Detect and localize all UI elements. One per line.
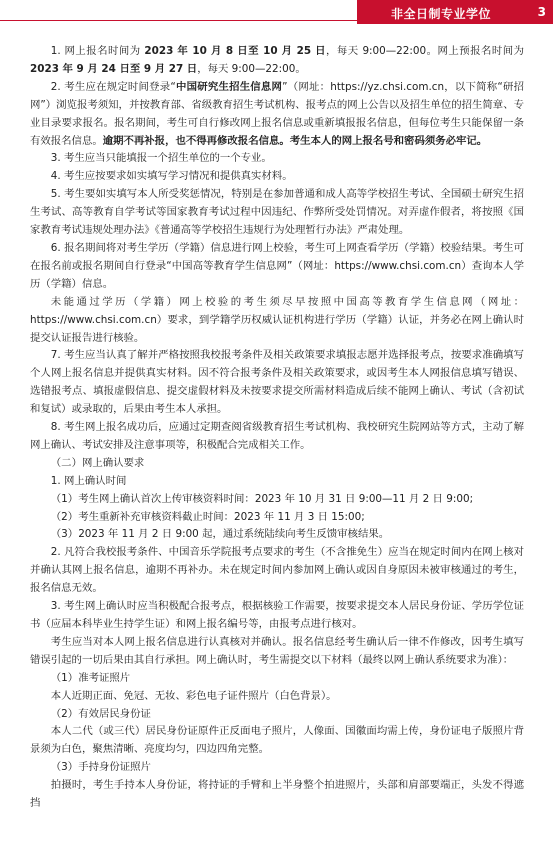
paragraph [30,509,524,527]
text-run: 2. 凡符合我校报考条件、中国音乐学院报考点要求的考生（不含推免生）应当在规定时间内在网上核对并确认其网上报名信息，逾期不再补办。未在规定时间内参加网上确认或因自身原因未被审核通过的考生，报名信息无效。 [30,546,524,595]
paragraph [30,168,524,186]
text-run: （3）2023 年 11 月 2 日 9:00 起，通过系统陆续向考生反馈审核结果。 [50,528,390,541]
text-run: 考生应当对本人网上报名信息进行认真核对并确认。报名信息经考生确认后一律不作修改，因考生填写错误引起的一切后果由其自行承担。网上确认时，考生需提交以下材料（最终以网上确认系统要求为准）： [30,635,524,666]
text-run: 1. 网上确认时间 [50,474,127,487]
text-run: 4. 考生应按要求如实填写学习情况和提供真实材料。 [50,170,293,183]
paragraph [30,240,524,294]
text-run: ，每天 9:00—22:00。 [197,62,306,75]
paragraph [30,670,524,688]
paragraph [30,347,524,419]
paragraph [30,759,524,777]
bold-text: 逾期不再补报，也不得再修改报名信息。考生本人的网上报名号和密码须务必牢记。 [102,134,488,147]
text-run: （1）准考证照片 [50,671,131,684]
text-run: 7. 考生应当认真了解并严格按照我校报考条件及相关政策要求填报志愿并选择报考点，按要求准确填写个人网上报名信息并提供真实材料。因不符合报考条件及相关政策要求，或因考生本人网报信息填写错误、选错报考点、填报虚假信息、提交虚假材料及未按要求提交所需材料造成后续不能网上确认、考试（含初试和复试）或录取的，后果由考生本人承担。 [30,349,524,416]
paragraph [30,777,524,813]
paragraph [30,150,524,168]
paragraph [30,723,524,759]
text-run: 5. 考生要如实填写本人所受奖惩情况，特别是在参加普通和成人高等学校招生考试、全国硕士研究生招生考试、高等教育自学考试等国家教育考试过程中因违纪、作弊所受处罚情况。对弄虚作假者，将按照《国家教育考试违规处理办法》《普通高等学校招生违规行为处理暂行办法》严肃处理。 [30,188,524,237]
text-run: （1）考生网上确认首次上传审核资料时间：2023 年 10 月 31 日 9:00—11 月 2 日 9:00; [50,492,474,505]
paragraph [30,294,524,348]
paragraph [30,706,524,724]
bold-text: 中国研究生招生信息网 [175,80,283,93]
paragraph [30,186,524,240]
text-run: （2）有效居民身份证 [50,707,151,720]
paragraph [30,544,524,598]
page-number: 3 [537,5,546,19]
header-banner [357,0,553,24]
text-run: 本人二代（或三代）居民身份证原件正反面电子照片，人像面、国徽面均需上传，身份证电子版照片背景须为白色，聚焦清晰、亮度均匀，四边四角完整。 [30,725,524,756]
text-run: 3. 考生网上确认时应当积极配合报考点，根据核验工作需要，按要求提交本人居民身份证、学历学位证书（应届本科毕业生持学生证）和网上报名编号等，由报考点进行核对。 [30,600,524,630]
paragraph [30,491,524,509]
paragraph [30,455,524,473]
paragraph [30,634,524,670]
text-run: （2）考生重新补充审核资料截止时间：2023 年 11 月 3 日 15:00; [50,510,365,523]
paragraph [30,688,524,706]
paragraph [30,598,524,634]
paragraph [30,526,524,544]
text-run: 8. 考生网上报名成功后，应通过定期查阅省级教育招生考试机构、我校研究生院网站等方式，主动了解网上确认、考试安排及注意事项等，积极配合完成相关工作。 [30,421,524,451]
text-run: 6. 报名期间将对考生学历（学籍）信息进行网上校验，考生可上网查看学历（学籍）校验结果。考生可在报名前或报名期间自行登录“中国高等教育学生信息网”（网址：https://www.chsi.com.cn）查询本人学历（学籍）信息。 [30,241,524,290]
text-run: 3. 考生应当只能填报一个招生单位的一个专业。 [50,152,272,165]
bold-text: 2023 年 10 月 8 日至 10 月 25 日 [144,45,327,57]
paragraph [30,473,524,491]
text-run: ，每天 9:00—22:00。网上预报名时间为 [326,45,524,57]
text-run: （3）手持身份证照片 [50,761,151,774]
paragraph [30,43,524,79]
document-body [30,43,524,813]
text-run: ”（网址：https://yz.chsi.com.cn，以下简称“研招网”）浏览报考须知，并按教育部、省级教育招生考试机构、报考点的网上公告以及招生单位的招生简章、专业目录要求报名。报名期间，考生可自行修改网上报名信息或重新填报报名信息，但每位考生只能保留一条有效报名信息。 [30,80,524,147]
text-run: 未能通过学历（学籍）网上校验的考生须尽早按照中国高等教育学生信息网（网址：https://www.chsi.com.cn）要求，到学籍学历权威认证机构进行学历（学籍）认证，并务必在网上确认时提交认证报告进行核验。 [30,295,524,344]
paragraph [30,79,524,151]
text-run: 拍摄时，考生手持本人身份证，将持证的手臂和上半身整个拍进照片，头部和肩部要端正，头发不得遮挡 [30,779,524,810]
text-run: （二）网上确认要求 [50,456,145,469]
bold-text: 2023 年 9 月 24 日至 9 月 27 日 [30,62,198,75]
header-title: 非全日制专业学位 [391,7,492,21]
text-run: 1. 网上报名时间为 [50,45,145,57]
paragraph [30,419,524,455]
text-run: 本人近期正面、免冠、无妆、彩色电子证件照片（白色背景）。 [50,689,337,702]
text-run: 2. 考生应在规定时间登录“ [50,80,176,93]
